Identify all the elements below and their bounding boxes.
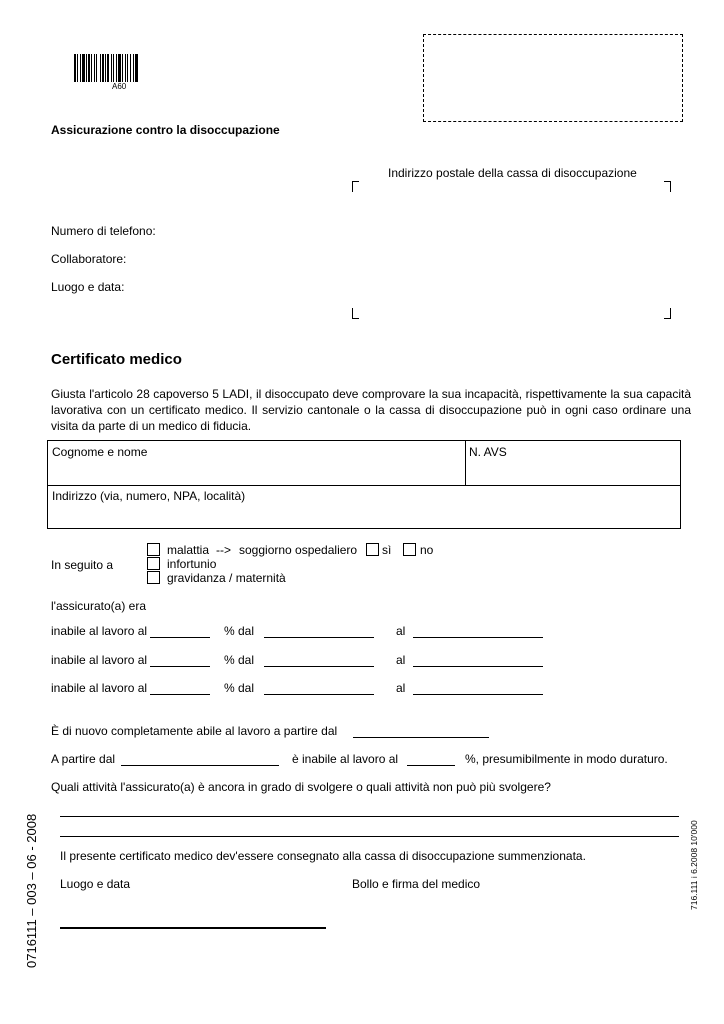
- pregnancy-checkbox[interactable]: [147, 571, 160, 584]
- barcode-label: A60: [112, 82, 127, 91]
- incapacity-row-2-to-field[interactable]: [413, 666, 543, 667]
- address-corner-br: [664, 308, 671, 319]
- barcode-bar: [135, 54, 138, 82]
- able-again-date-field[interactable]: [353, 737, 489, 738]
- hospital-no-checkbox[interactable]: [403, 543, 416, 556]
- barcode-bar: [91, 54, 92, 82]
- permanent-label: %, presumibilmente in modo duraturo.: [465, 752, 668, 766]
- address-corner-tr: [664, 181, 671, 192]
- activities-line-2[interactable]: [60, 836, 679, 837]
- incapacity-row-3-to: al: [396, 681, 406, 695]
- reason-label: In seguito a: [51, 558, 114, 572]
- barcode-bar: [127, 54, 128, 82]
- barcode-bar: [111, 54, 112, 82]
- able-again-label: È di nuovo completamente abile al lavoro a partire dal: [51, 724, 338, 738]
- avs-label: N. AVS: [469, 445, 507, 459]
- place-date-footer-label: Luogo e data: [60, 877, 131, 891]
- incapacity-row-1-from-field[interactable]: [264, 637, 374, 638]
- address-corner-bl: [352, 308, 359, 319]
- incapacity-row-2-pct-from: % dal: [224, 653, 255, 667]
- incapacity-row-2-to: al: [396, 653, 406, 667]
- certificate-intro: Giusta l'articolo 28 capoverso 5 LADI, il disoccupato deve comprovare la sua incapacità, rispettivamente la sua capacità lavorativa con un certificato medico. Il servizio cantonale o la cassa di disoccupazione può in ogni caso ordinare una visita da parte di un medico di fiducia.: [51, 387, 691, 433]
- incapacity-row-3-pct-from: % dal: [224, 681, 255, 695]
- hospital-yes-checkbox[interactable]: [366, 543, 379, 556]
- barcode-bar: [86, 54, 87, 82]
- incapacity-row-3-to-field[interactable]: [413, 694, 543, 695]
- from-date-field[interactable]: [121, 765, 279, 766]
- from-label: A partire dal: [51, 752, 116, 766]
- place-date-label: Luogo e data:: [51, 280, 125, 294]
- yes-label: sì: [382, 543, 392, 557]
- patient-address-label: Indirizzo (via, numero, NPA, località): [52, 489, 246, 503]
- collaborator-label: Collaboratore:: [51, 252, 127, 266]
- barcode-bar: [74, 54, 76, 82]
- barcode-bar: [82, 54, 85, 82]
- form-code-left: 0716111 – 003 – 06 - 2008: [24, 813, 39, 968]
- address-corner-tl: [352, 181, 359, 192]
- activities-question: Quali attività l'assicurato(a) è ancora in grado di svolgere o quali attività non può più svolgere?: [51, 780, 551, 794]
- barcode-bar: [122, 54, 123, 82]
- hospital-label: soggiorno ospedaliero: [239, 543, 358, 557]
- stamp-signature-label: Bollo e firma del medico: [352, 877, 481, 891]
- barcode-bar: [107, 54, 109, 82]
- delivery-note: Il presente certificato medico dev'essere consegnato alla cassa di disoccupazione summenzionata.: [60, 849, 586, 863]
- illness-label: malattia: [167, 543, 210, 557]
- certificate-title: Certificato medico: [51, 351, 182, 368]
- address-label: Indirizzo postale della cassa di disoccupazione: [388, 166, 637, 180]
- incapacity-row-3-label: inabile al lavoro al: [51, 681, 148, 695]
- arrow-label: -->: [216, 543, 231, 557]
- table-col-divider: [465, 441, 466, 485]
- incapacity-row-2-percent-field[interactable]: [150, 666, 210, 667]
- activities-line-1[interactable]: [60, 816, 679, 817]
- barcode-bar: [77, 54, 78, 82]
- stamp-box: [423, 34, 683, 122]
- barcode-bar: [100, 54, 101, 82]
- barcode-bar: [80, 54, 81, 82]
- barcode-bar: [125, 54, 126, 82]
- barcode: [74, 54, 166, 82]
- unable-label: è inabile al lavoro al: [292, 752, 399, 766]
- phone-label: Numero di telefono:: [51, 224, 156, 238]
- incapacity-row-2-label: inabile al lavoro al: [51, 653, 148, 667]
- incapacity-row-3-percent-field[interactable]: [150, 694, 210, 695]
- barcode-bar: [116, 54, 117, 82]
- incapacity-row-1-label: inabile al lavoro al: [51, 624, 148, 638]
- barcode-bar: [105, 54, 106, 82]
- no-label: no: [420, 543, 434, 557]
- incapacity-row-1-percent-field[interactable]: [150, 637, 210, 638]
- name-label: Cognome e nome: [52, 445, 148, 459]
- illness-checkbox[interactable]: [147, 543, 160, 556]
- incapacity-row-2-from-field[interactable]: [264, 666, 374, 667]
- incapacity-row-1-to: al: [396, 624, 406, 638]
- accident-label: infortunio: [167, 557, 217, 571]
- incapacity-row-3-from-field[interactable]: [264, 694, 374, 695]
- barcode-bar: [130, 54, 131, 82]
- incapacity-row-1-pct-from: % dal: [224, 624, 255, 638]
- incapacity-row-1-to-field[interactable]: [413, 637, 543, 638]
- unable-percent-field[interactable]: [407, 765, 455, 766]
- accident-checkbox[interactable]: [147, 557, 160, 570]
- barcode-bar: [102, 54, 104, 82]
- barcode-bar: [94, 54, 95, 82]
- barcode-bar: [133, 54, 134, 82]
- patient-table: [47, 440, 681, 529]
- barcode-bar: [88, 54, 90, 82]
- barcode-bar: [118, 54, 121, 82]
- form-code-right: 716.111 i 6.2008 10'000: [689, 820, 699, 910]
- table-row-divider: [48, 485, 680, 486]
- pregnancy-label: gravidanza / maternità: [167, 571, 286, 585]
- barcode-bar: [96, 54, 97, 82]
- place-date-signature-line[interactable]: [60, 927, 326, 929]
- insurance-title: Assicurazione contro la disoccupazione: [51, 123, 280, 137]
- insured-intro: l'assicurato(a) era: [51, 599, 146, 613]
- barcode-bar: [113, 54, 114, 82]
